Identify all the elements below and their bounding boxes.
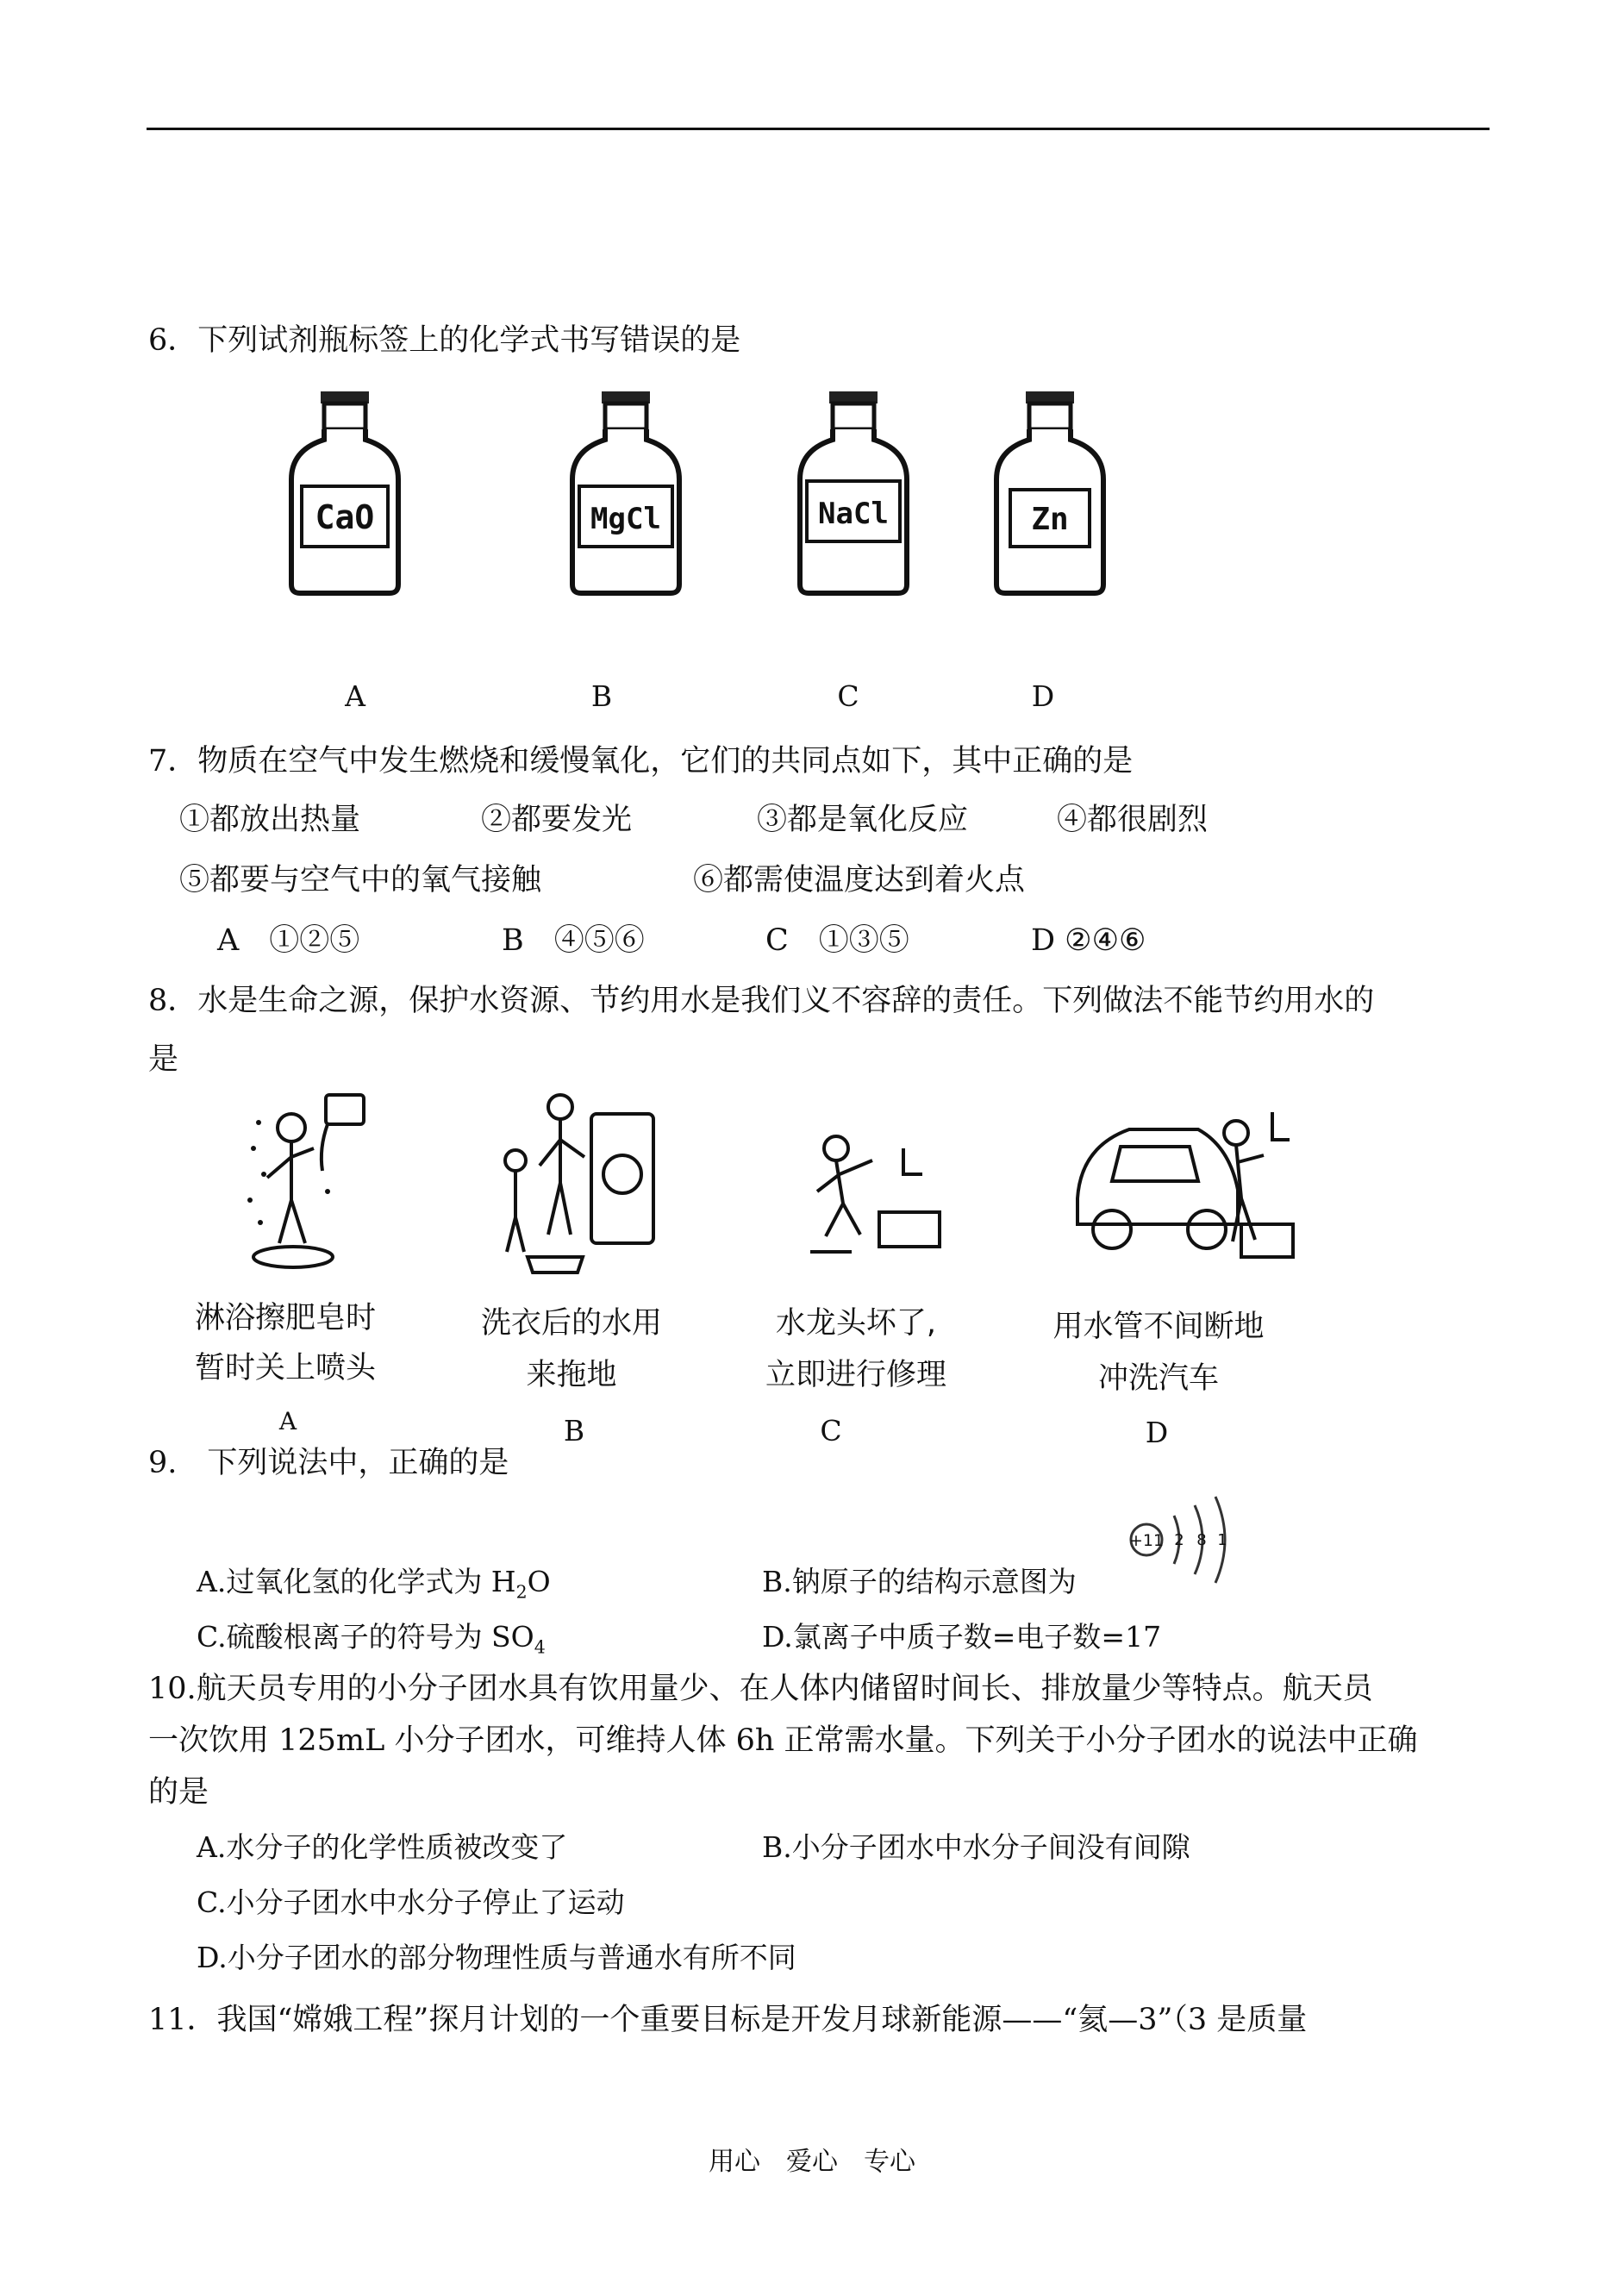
bottle-nacl-image (795, 390, 912, 597)
page-footer: 用心 爱心 专心 (709, 2147, 915, 2177)
q7-statement-2: ②都要发光 (481, 803, 633, 837)
q10-option-a: A.水分子的化学性质被改变了 (197, 1830, 568, 1864)
bottle-mgcl-image (567, 390, 684, 597)
bottle-label-b: MgCl (590, 502, 661, 536)
q6-option-b: B (590, 679, 613, 713)
q9-option-a (197, 1562, 551, 1612)
q7-option-c: C ①③⑤ (765, 923, 909, 958)
q9-option-c (197, 1617, 546, 1667)
atom-shell-2: 8 (1196, 1531, 1207, 1549)
atom-shell-3: 1 (1217, 1531, 1227, 1549)
q8-caption-d-2: 冲洗汽车 (1097, 1361, 1219, 1396)
q10-text-line2: 一次饮用 125mL 小分子团水，可维持人体 6h 正常需水量。下列关于小分子团水的说法中正确 (148, 1723, 1418, 1758)
q7-statement-4: ④都很剧烈 (1057, 803, 1209, 837)
q7-option-d: D ②④⑥ (1031, 923, 1146, 958)
q8-caption-a-1: 淋浴擦肥皂时 (194, 1301, 376, 1335)
q8-caption-b-2: 来拖地 (526, 1358, 617, 1392)
laundry-illustration (488, 1088, 669, 1279)
q8-text-line1: 8．水是生命之源，保护水资源、节约用水是我们义不容辞的责任。下列做法不能节约用水的 (148, 984, 1375, 1018)
q7-option-a: A ①②⑤ (217, 923, 360, 958)
faucet-repair-illustration (800, 1122, 952, 1267)
bottle-cao-image (286, 390, 403, 597)
q6-option-c: C (837, 679, 859, 713)
bottle-label-c: NaCl (818, 497, 889, 531)
q7-option-b: B ④⑤⑥ (502, 923, 645, 958)
q11-text-line1: 11．我国“嫦娥工程”探月计划的一个重要目标是开发月球新能源——“氦—3”（3 是质量 (148, 2003, 1308, 2037)
header-rule (147, 128, 1490, 130)
q8-caption-b-1: 洗衣后的水用 (480, 1306, 662, 1341)
bottle-label-d: Zn (1031, 502, 1069, 537)
q6-option-d: D (1031, 679, 1055, 713)
q8-option-c: C (820, 1414, 842, 1448)
q9-option-a-tail: O (527, 1565, 551, 1598)
atom-nucleus: +11 (1128, 1531, 1165, 1550)
atom-shell-1: 2 (1174, 1531, 1184, 1549)
q6-text: 6．下列试剂瓶标签上的化学式书写错误的是 (148, 323, 741, 358)
q10-option-b: B.小分子团水中水分子间没有间隙 (762, 1830, 1190, 1864)
bottle-zn-image (991, 390, 1109, 597)
q9-option-c-subscript: 4 (534, 1636, 546, 1658)
q8-option-b: B (563, 1414, 585, 1448)
q9-option-c-text: C.硫酸根离子的符号为 SO (197, 1620, 534, 1654)
sodium-atom-diagram (1124, 1493, 1241, 1588)
q7-statement-1: ①都放出热量 (179, 803, 361, 837)
q8-text-line2: 是 (148, 1042, 179, 1077)
bottle-label-a: CaO (315, 498, 375, 536)
q9-option-a-text: A.过氧化氢的化学式为 H (197, 1565, 516, 1598)
q8-caption-a-2: 暂时关上喷头 (194, 1351, 376, 1385)
q10-text-line1: 10.航天员专用的小分子团水具有饮用量少、在人体内储留时间长、排放量少等特点。航天员 (148, 1672, 1373, 1706)
q10-option-c: C.小分子团水中水分子停止了运动 (197, 1885, 625, 1919)
q8-caption-c-1: 水龙头坏了, (775, 1306, 937, 1341)
q10-text-line3: 的是 (148, 1775, 209, 1810)
q10-option-d: D.小分子团水的部分物理性质与普通水有所不同 (197, 1941, 796, 1974)
car-washing-illustration (1069, 1095, 1303, 1278)
q8-caption-c-2: 立即进行修理 (765, 1358, 946, 1392)
q8-caption-d-1: 用水管不间断地 (1052, 1310, 1265, 1344)
q7-statement-3: ③都是氧化反应 (757, 803, 969, 837)
q6-option-a: A (345, 679, 365, 713)
shower-illustration (233, 1088, 379, 1279)
q8-option-a: A (278, 1407, 297, 1435)
q9-option-a-subscript: 2 (515, 1581, 528, 1603)
q7-text: 7．物质在空气中发生燃烧和缓慢氧化，它们的共同点如下，其中正确的是 (148, 744, 1134, 779)
q9-text: 9. 下列说法中，正确的是 (148, 1446, 509, 1480)
q9-option-b: B.钠原子的结构示意图为 (762, 1565, 1077, 1598)
q7-statement-6: ⑥都需使温度达到着火点 (693, 863, 1026, 897)
q7-statement-5: ⑤都要与空气中的氧气接触 (179, 863, 542, 897)
q8-option-d: D (1145, 1416, 1169, 1449)
q9-option-d: D.氯离子中质子数=电子数=17 (762, 1620, 1162, 1654)
